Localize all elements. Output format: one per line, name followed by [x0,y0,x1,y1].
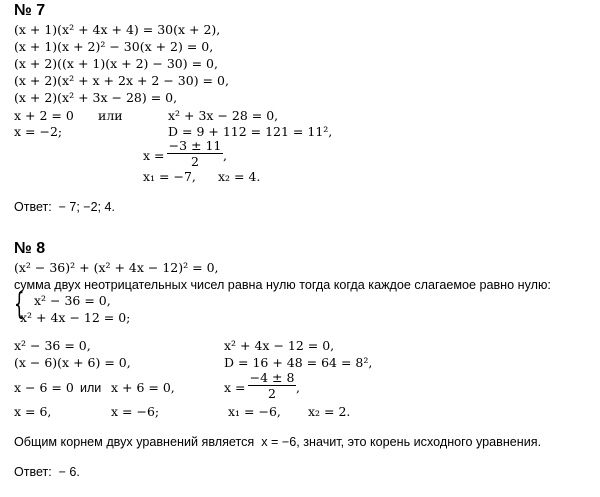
p7-discriminant: D = 9 + 112 = 121 = 11², [168,124,333,139]
p7-x2: x₂ = 4. [218,169,261,184]
p8-statement: сумма двух неотрицательных чисел равна нулю тогда когда каждое слагаемое равно нулю: [14,278,551,292]
p8-left-eq-b: x + 6 = 0, [111,380,175,395]
p7-fraction-denominator: 2 [191,154,199,169]
p8-left-eq-a: x − 6 = 0 [14,380,74,395]
p8-answer: Ответ: − 6. [14,465,80,479]
p7-left-eq: x + 2 = 0 [14,108,74,123]
p7-root-fraction [167,139,223,168]
p8-or: или [80,381,102,395]
p8-equation: (x² − 36)² + (x² + 4x − 12)² = 0, [14,260,219,275]
p8-system-eq-1: x² − 36 = 0, [34,293,111,308]
p7-line-1: (x + 1)(x² + 4x + 4) = 30(x + 2), [14,22,221,37]
p7-right-eq: x² + 3x − 28 = 0, [168,108,279,123]
p8-root-fraction [248,371,296,400]
p8-fraction-tail: , [296,380,300,395]
p8-x2: x₂ = 2. [308,404,351,419]
p8-root-b: x = −6; [111,404,160,419]
p8-x-lhs: x = [224,380,246,395]
p7-or: или [98,108,123,123]
p7-x1: x₁ = −7, [143,169,196,184]
p8-conclusion: Общим корнем двух уравнений является x = −6, значит, это корень исходного уравнения. [14,435,542,449]
problem-7-title: № 7 [14,2,46,19]
p8-right-line-1: x² + 4x − 12 = 0, [224,338,335,353]
p7-left-root: x = −2; [14,124,63,139]
p7-fraction-numerator: −3 ± 11 [168,138,222,153]
p8-system-eq-2: x² + 4x − 12 = 0; [20,310,131,325]
p7-answer: Ответ: − 7; −2; 4. [14,200,115,214]
p7-fraction-tail: , [223,148,227,163]
p7-line-4: (x + 2)(x² + x + 2x + 2 − 30) = 0, [14,73,229,88]
p8-left-line-2: (x − 6)(x + 6) = 0, [14,355,131,370]
p8-fraction-numerator: −4 ± 8 [249,370,295,385]
p7-line-2: (x + 1)(x + 2)² − 30(x + 2) = 0, [14,39,214,54]
problem-8-title: № 8 [14,240,46,257]
p8-left-line-1: x² − 36 = 0, [14,338,91,353]
p7-line-5: (x + 2)(x² + 3x − 28) = 0, [14,90,178,105]
p8-discriminant: D = 16 + 48 = 64 = 8², [224,355,373,370]
p8-x1: x₁ = −6, [228,404,281,419]
p8-root-a: x = 6, [14,404,52,419]
p7-line-3: (x + 2)((x + 1)(x + 2) − 30) = 0, [14,56,218,71]
p7-x-lhs: x = [143,148,165,163]
p8-fraction-denominator: 2 [268,386,276,401]
system-brace: { [14,287,25,322]
